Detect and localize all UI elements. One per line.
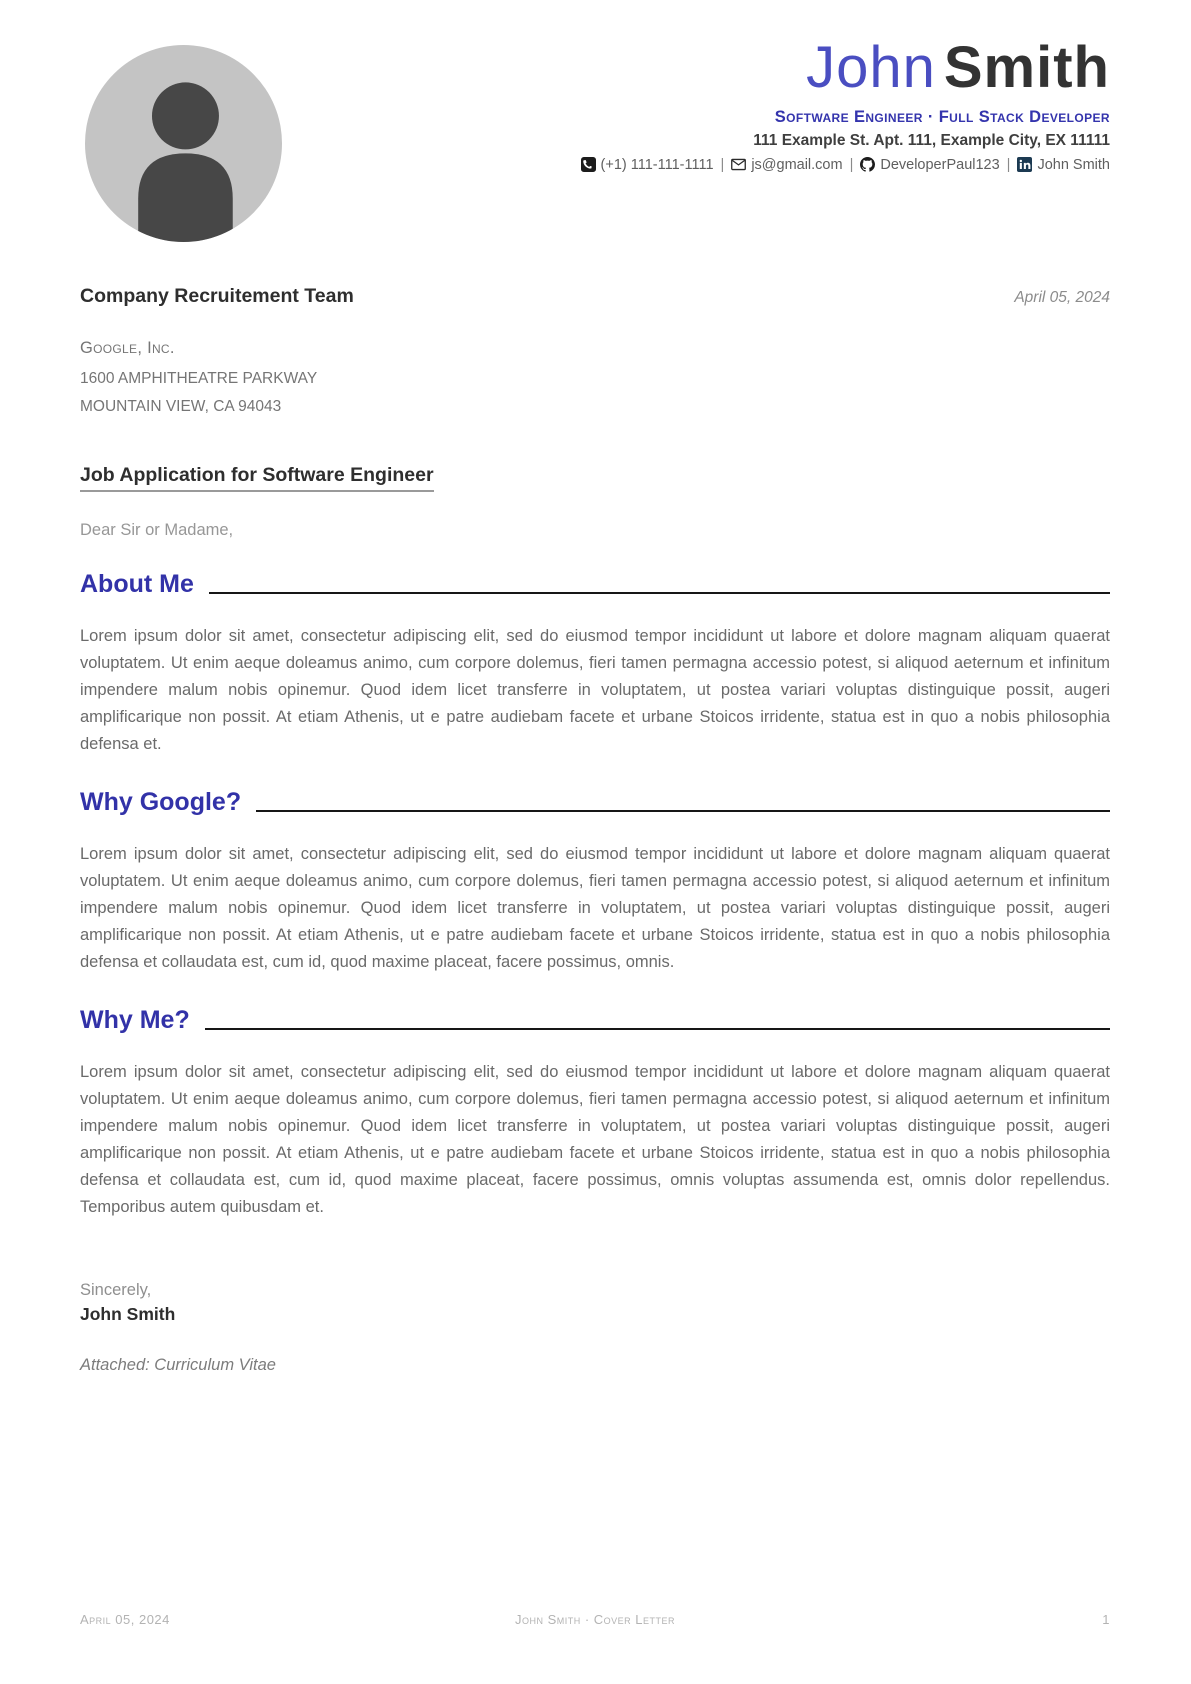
phone-contact[interactable] — [581, 157, 714, 173]
phone-icon — [581, 157, 596, 172]
section-why-me — [80, 1003, 1110, 1221]
section-header — [80, 785, 1110, 819]
person-avatar — [85, 45, 282, 242]
contact-separator: | — [849, 156, 854, 173]
company-address-line-1: 1600 AMPHITHEATRE PARKWAY — [80, 370, 318, 387]
email-address: js@gmail.com — [751, 156, 843, 173]
header-address: 111 Example St. Apt. 111, Example City, EX 11111 — [753, 131, 1110, 149]
footer-page-number: 1 — [1102, 1612, 1110, 1627]
github-contact[interactable] — [860, 157, 999, 173]
footer-title: John Smith · Cover Letter — [514, 1612, 676, 1627]
attachment-note: Attached: Curriculum Vitae — [80, 1356, 276, 1374]
last-name: Smith — [943, 35, 1110, 100]
contact-separator: | — [1006, 156, 1011, 173]
linkedin-icon — [1017, 157, 1032, 172]
letter-body — [80, 285, 1110, 1375]
github-icon — [860, 157, 875, 172]
section-rule — [256, 810, 1110, 812]
linkedin-name: John Smith — [1037, 156, 1110, 173]
greeting: Dear Sir or Madame, — [80, 521, 234, 539]
person-avatar-icon — [85, 45, 282, 242]
section-header — [80, 567, 1110, 601]
envelope-icon — [731, 157, 746, 172]
page-title — [581, 35, 1110, 100]
first-name: John — [806, 35, 936, 100]
section-body: Lorem ipsum dolor sit amet, consectetur adipiscing elit, sed do eiusmod tempor incididunt ut labore et dolore magnam aliquam quaerat voluptatem. Ut enim aeque doleamus animo, cum corpore dolemus, fieri tamen permagna accessio potest, si aliquod aeternum et infinitum impendere malum nobis opinemur. Quod idem licet transferre in voluptatem, ut postea variari voluptas distinguique possit, augeri amplificarique non possit. At etiam Athenis, ut e patre audiebam facete et urbane Stoicos irridente, statua est in quo a nobis philosophia defensa et collaudata est, cum id, quod maxime placeat, facere possimus, omnis. — [80, 845, 1110, 971]
phone-number: (+1) 111-111-1111 — [600, 156, 714, 173]
github-username: DeveloperPaul123 — [880, 156, 1000, 173]
letter-subject: Job Application for Software Engineer — [80, 464, 434, 492]
contact-separator: | — [720, 156, 725, 173]
section-rule — [209, 592, 1110, 594]
section-title: Why Google? — [80, 788, 242, 816]
linkedin-contact[interactable] — [1017, 157, 1110, 173]
section-about-me — [80, 567, 1110, 758]
section-header — [80, 1003, 1110, 1037]
recipient-name: Company Recruitement Team — [80, 285, 354, 307]
recipient-row — [80, 285, 1110, 308]
email-contact[interactable] — [731, 157, 842, 173]
section-body: Lorem ipsum dolor sit amet, consectetur adipiscing elit, sed do eiusmod tempor incididunt ut labore et dolore magnam aliquam quaerat voluptatem. Ut enim aeque doleamus animo, cum corpore dolemus, fieri tamen permagna accessio potest, si aliquod aeternum et infinitum impendere malum nobis opinemur. Quod idem licet transferre in voluptatem, ut postea variari voluptas distinguique possit, augeri amplificarique non possit. At etiam Athenis, ut e patre audiebam facete et urbane Stoicos irridente, statua est in quo a nobis philosophia defensa et collaudata est, cum id, quod maxime placeat, facere possimus, omnis voluptas assumenda est, omnis dolor repellendus. Temporibus autem quibusdam et. — [80, 1063, 1110, 1216]
closing: Sincerely, — [80, 1281, 152, 1299]
section-why-google — [80, 785, 1110, 976]
job-tagline: Software Engineer · Full Stack Developer — [774, 107, 1110, 126]
header — [581, 35, 1110, 173]
section-body: Lorem ipsum dolor sit amet, consectetur adipiscing elit, sed do eiusmod tempor incididunt ut labore et dolore magnam aliquam quaerat voluptatem. Ut enim aeque doleamus animo, cum corpore dolemus, fieri tamen permagna accessio potest, si aliquod aeternum et infinitum impendere malum nobis opinemur. Quod idem licet transferre in voluptatem, ut postea variari voluptas distinguique possit, augeri amplificarique non possit. At etiam Athenis, ut e patre audiebam facete et urbane Stoicos irridente, statua est in quo a nobis philosophia defensa et. — [80, 627, 1110, 753]
section-title: About Me — [80, 570, 194, 598]
page-footer — [80, 1612, 1110, 1627]
signature-name: John Smith — [80, 1304, 176, 1324]
company-address-line-2: MOUNTAIN VIEW, CA 94043 — [80, 398, 282, 415]
company-name: Google, Inc. — [80, 339, 175, 357]
company-address — [80, 365, 1110, 421]
contact-line — [581, 157, 1110, 173]
footer-date: April 05, 2024 — [80, 1612, 170, 1627]
section-title: Why Me? — [80, 1006, 190, 1034]
section-rule — [205, 1028, 1110, 1030]
letter-date: April 05, 2024 — [1014, 289, 1110, 306]
